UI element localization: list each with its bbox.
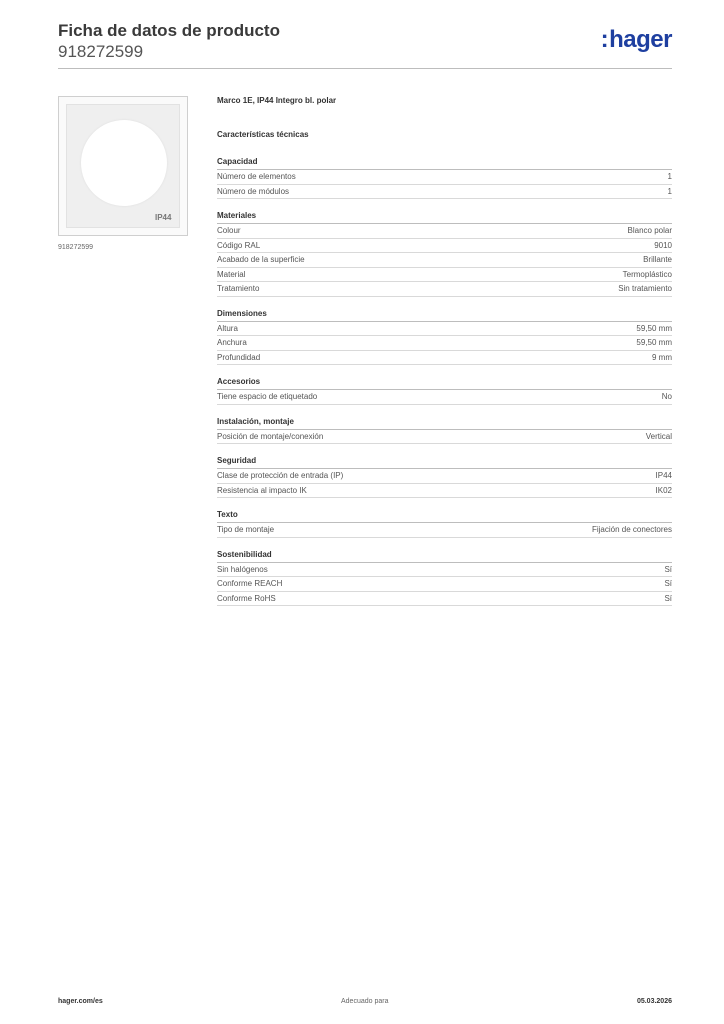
frame-opening xyxy=(81,120,167,206)
spec-section xyxy=(217,308,672,366)
spec-row xyxy=(217,469,672,484)
spec-row xyxy=(217,185,672,200)
spec-row xyxy=(217,170,672,185)
spec-row xyxy=(217,253,672,268)
spec-row xyxy=(217,282,672,297)
spec-row xyxy=(217,563,672,578)
section-title: Accesorios xyxy=(217,376,672,390)
frame-plate xyxy=(66,104,180,228)
hager-logo xyxy=(601,26,672,54)
spec-row xyxy=(217,239,672,254)
spec-label: Resistencia al impacto IK xyxy=(217,485,307,495)
spec-row xyxy=(217,592,672,607)
spec-row xyxy=(217,351,672,366)
spec-label: Tiene espacio de etiquetado xyxy=(217,392,318,401)
logo-colon-icon: : xyxy=(600,26,609,53)
spec-value: Brillante xyxy=(643,255,672,264)
spec-label: Altura xyxy=(217,323,238,333)
spec-label: Sin halógenos xyxy=(217,564,268,574)
spec-row xyxy=(217,224,672,239)
spec-label: Clase de protección de entrada (IP) xyxy=(217,471,344,480)
spec-row xyxy=(217,430,672,445)
logo-text: hager xyxy=(609,26,672,53)
spec-label: Anchura xyxy=(217,338,247,347)
ip-badge: IP44 xyxy=(155,213,172,222)
spec-value: IP44 xyxy=(655,471,672,480)
header-divider xyxy=(58,68,672,69)
spec-value: Sí xyxy=(664,564,672,574)
spec-label: Posición de montaje/conexión xyxy=(217,431,324,441)
spec-section xyxy=(217,210,672,297)
spec-row xyxy=(217,577,672,592)
footer-date: 05.03.2026 xyxy=(636,998,672,1005)
footer-middle: Adecuado para xyxy=(341,998,389,1005)
spec-label: Material xyxy=(217,269,246,279)
section-title: Sostenibilidad xyxy=(217,549,672,563)
page-title: Ficha de datos de producto xyxy=(58,21,280,40)
spec-value: No xyxy=(661,392,672,401)
section-title: Capacidad xyxy=(217,156,672,170)
spec-label: Acabado de la superficie xyxy=(217,255,305,264)
spec-value: Sí xyxy=(664,579,672,588)
spec-section xyxy=(217,376,672,405)
spec-value: 59,50 mm xyxy=(636,323,672,333)
spec-value: Vertical xyxy=(645,431,672,441)
spec-value: 9 mm xyxy=(652,352,672,362)
spec-label: Profundidad xyxy=(217,352,261,362)
spec-value: 9010 xyxy=(654,240,672,250)
spec-row xyxy=(217,484,672,499)
section-title: Texto xyxy=(217,509,672,523)
page-header xyxy=(58,20,672,70)
spec-label: Conforme RoHS xyxy=(217,593,276,603)
spec-row xyxy=(217,336,672,351)
spec-row xyxy=(217,390,672,405)
spec-value: Sin tratamiento xyxy=(618,284,672,293)
spec-value: Termoplástico xyxy=(622,269,672,279)
spec-sections xyxy=(217,156,672,606)
section-title: Seguridad xyxy=(217,455,672,469)
spec-row xyxy=(217,268,672,283)
product-image xyxy=(58,96,188,236)
section-title: Dimensiones xyxy=(217,308,672,322)
spec-row xyxy=(217,523,672,538)
spec-row xyxy=(217,322,672,337)
spec-value: Fijación de conectores xyxy=(591,525,672,534)
tech-title: Características técnicas xyxy=(217,130,309,139)
spec-section xyxy=(217,549,672,607)
product-code: 918272599 xyxy=(58,42,144,61)
spec-label: Tipo de montaje xyxy=(217,525,275,534)
spec-label: Número de módulos xyxy=(217,186,290,196)
spec-section xyxy=(217,416,672,445)
spec-section xyxy=(217,509,672,538)
spec-section xyxy=(217,156,672,199)
section-title: Instalación, montaje xyxy=(217,416,672,430)
spec-value: Blanco polar xyxy=(627,226,672,235)
spec-label: Tratamiento xyxy=(217,284,260,293)
spec-label: Código RAL xyxy=(217,240,261,250)
footer-website[interactable]: hager.com/es xyxy=(58,998,103,1005)
image-caption: 918272599 xyxy=(58,244,94,251)
spec-label: Número de elementos xyxy=(217,172,296,181)
spec-content xyxy=(217,96,672,606)
spec-label: Colour xyxy=(217,226,241,235)
spec-label: Conforme REACH xyxy=(217,579,283,588)
spec-value: Sí xyxy=(664,593,672,603)
spec-section xyxy=(217,455,672,498)
product-name: Marco 1E, IP44 Integro bl. polar xyxy=(217,96,337,105)
spec-value: 1 xyxy=(667,186,672,196)
spec-value: 59,50 mm xyxy=(636,338,672,347)
spec-value: IK02 xyxy=(655,485,672,495)
section-title: Materiales xyxy=(217,210,672,224)
spec-value: 1 xyxy=(667,172,672,181)
